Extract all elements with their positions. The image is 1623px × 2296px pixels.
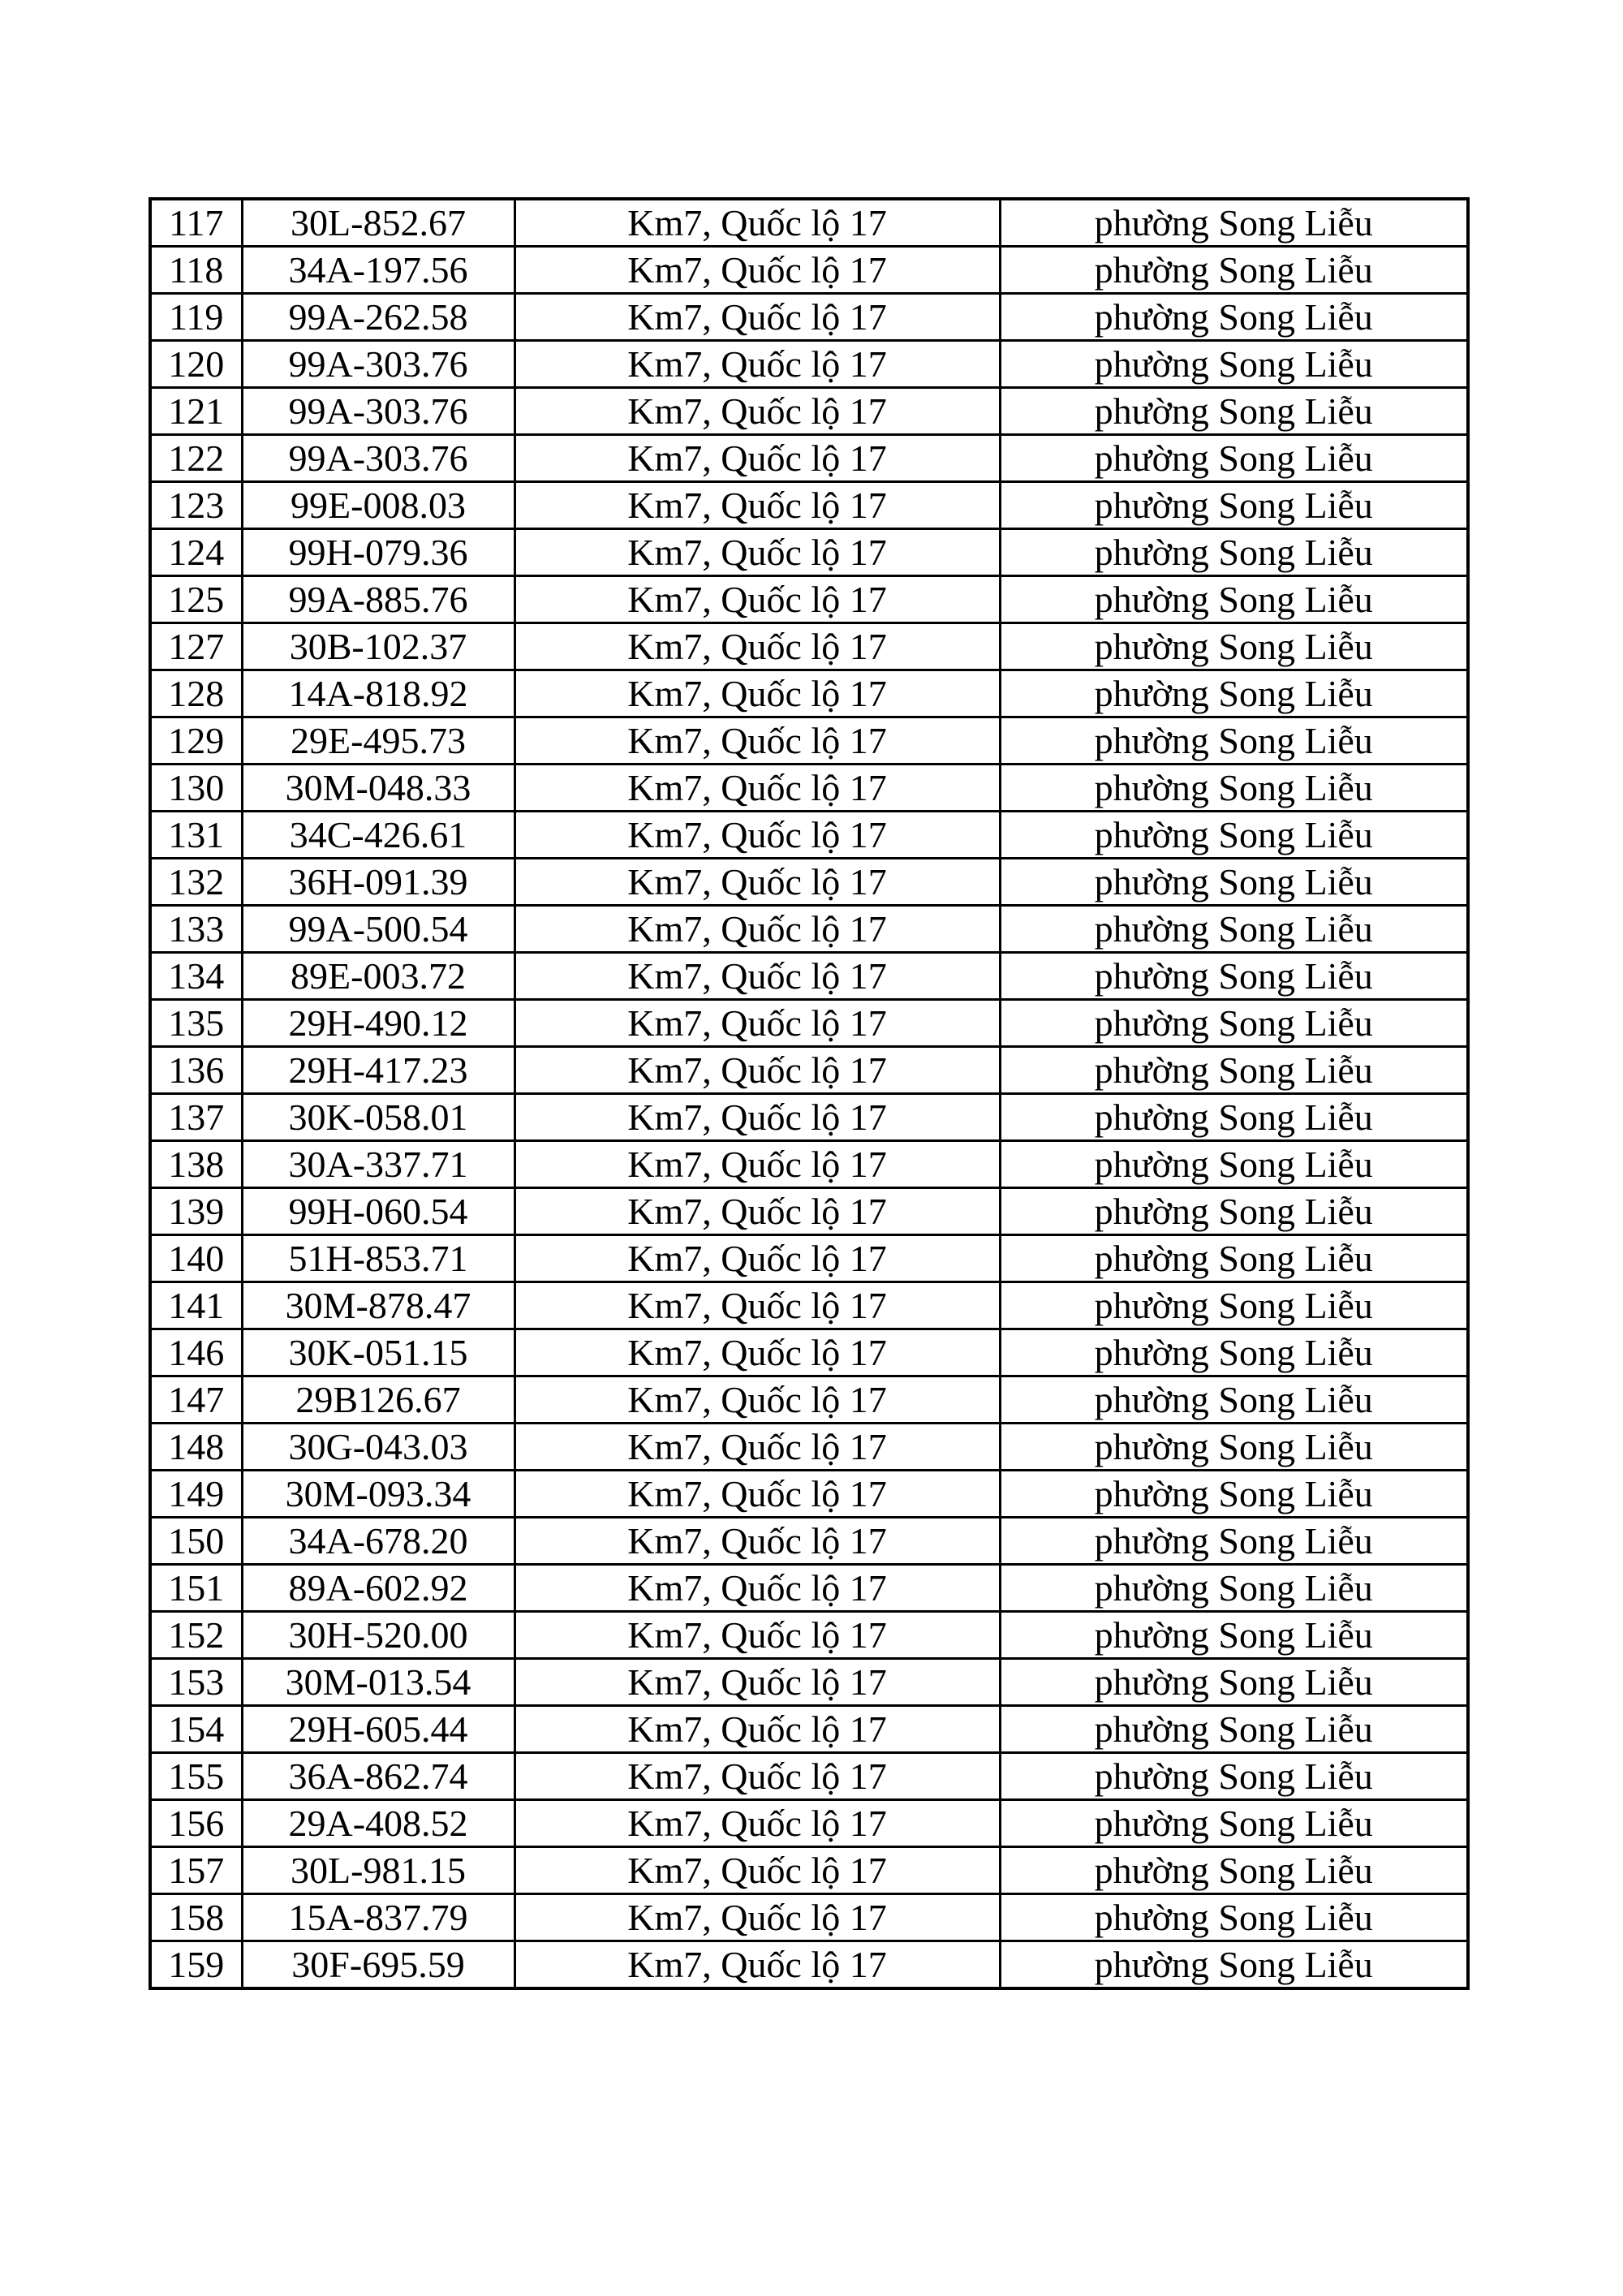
ward-cell: phường Song Liễu bbox=[1000, 1282, 1468, 1329]
location-cell: Km7, Quốc lộ 17 bbox=[514, 1047, 1000, 1094]
license-plate-cell: 99H-060.54 bbox=[242, 1188, 514, 1235]
table-row bbox=[150, 1188, 1468, 1235]
table-row bbox=[150, 1941, 1468, 1989]
license-plate-cell: 36A-862.74 bbox=[242, 1753, 514, 1800]
row-number-cell: 141 bbox=[150, 1282, 242, 1329]
ward-cell: phường Song Liễu bbox=[1000, 1612, 1468, 1659]
table-body bbox=[150, 199, 1468, 1988]
table-row bbox=[150, 1471, 1468, 1518]
ward-cell: phường Song Liễu bbox=[1000, 1094, 1468, 1141]
license-plate-cell: 99A-303.76 bbox=[242, 388, 514, 435]
location-cell: Km7, Quốc lộ 17 bbox=[514, 1188, 1000, 1235]
row-number-cell: 129 bbox=[150, 717, 242, 765]
location-cell: Km7, Quốc lộ 17 bbox=[514, 247, 1000, 294]
location-cell: Km7, Quốc lộ 17 bbox=[514, 1282, 1000, 1329]
ward-cell: phường Song Liễu bbox=[1000, 717, 1468, 765]
row-number-cell: 149 bbox=[150, 1471, 242, 1518]
ward-cell: phường Song Liễu bbox=[1000, 1047, 1468, 1094]
location-cell: Km7, Quốc lộ 17 bbox=[514, 1376, 1000, 1424]
row-number-cell: 128 bbox=[150, 670, 242, 717]
location-cell: Km7, Quốc lộ 17 bbox=[514, 1329, 1000, 1376]
ward-cell: phường Song Liễu bbox=[1000, 859, 1468, 906]
table-row bbox=[150, 529, 1468, 576]
license-plate-cell: 99H-079.36 bbox=[242, 529, 514, 576]
row-number-cell: 117 bbox=[150, 199, 242, 247]
license-plate-cell: 36H-091.39 bbox=[242, 859, 514, 906]
table-row bbox=[150, 1000, 1468, 1047]
ward-cell: phường Song Liễu bbox=[1000, 529, 1468, 576]
ward-cell: phường Song Liễu bbox=[1000, 435, 1468, 482]
row-number-cell: 158 bbox=[150, 1894, 242, 1941]
ward-cell: phường Song Liễu bbox=[1000, 765, 1468, 812]
row-number-cell: 121 bbox=[150, 388, 242, 435]
location-cell: Km7, Quốc lộ 17 bbox=[514, 435, 1000, 482]
table-row bbox=[150, 247, 1468, 294]
location-cell: Km7, Quốc lộ 17 bbox=[514, 1424, 1000, 1471]
table-row bbox=[150, 1376, 1468, 1424]
ward-cell: phường Song Liễu bbox=[1000, 1471, 1468, 1518]
ward-cell: phường Song Liễu bbox=[1000, 341, 1468, 388]
row-number-cell: 125 bbox=[150, 576, 242, 623]
row-number-cell: 148 bbox=[150, 1424, 242, 1471]
location-cell: Km7, Quốc lộ 17 bbox=[514, 341, 1000, 388]
table-row bbox=[150, 576, 1468, 623]
license-plate-cell: 34C-426.61 bbox=[242, 812, 514, 859]
license-plate-cell: 30K-051.15 bbox=[242, 1329, 514, 1376]
license-plate-cell: 89E-003.72 bbox=[242, 953, 514, 1000]
location-cell: Km7, Quốc lộ 17 bbox=[514, 1518, 1000, 1565]
row-number-cell: 156 bbox=[150, 1800, 242, 1847]
license-plate-cell: 30L-852.67 bbox=[242, 199, 514, 247]
location-cell: Km7, Quốc lộ 17 bbox=[514, 1706, 1000, 1753]
location-cell: Km7, Quốc lộ 17 bbox=[514, 859, 1000, 906]
license-plate-cell: 29H-605.44 bbox=[242, 1706, 514, 1753]
row-number-cell: 154 bbox=[150, 1706, 242, 1753]
ward-cell: phường Song Liễu bbox=[1000, 294, 1468, 341]
license-plate-cell: 30K-058.01 bbox=[242, 1094, 514, 1141]
license-plate-cell: 99A-303.76 bbox=[242, 341, 514, 388]
ward-cell: phường Song Liễu bbox=[1000, 482, 1468, 529]
ward-cell: phường Song Liễu bbox=[1000, 812, 1468, 859]
location-cell: Km7, Quốc lộ 17 bbox=[514, 953, 1000, 1000]
table-row bbox=[150, 1329, 1468, 1376]
row-number-cell: 135 bbox=[150, 1000, 242, 1047]
row-number-cell: 127 bbox=[150, 623, 242, 670]
row-number-cell: 137 bbox=[150, 1094, 242, 1141]
row-number-cell: 130 bbox=[150, 765, 242, 812]
table-row bbox=[150, 1424, 1468, 1471]
ward-cell: phường Song Liễu bbox=[1000, 388, 1468, 435]
location-cell: Km7, Quốc lộ 17 bbox=[514, 1659, 1000, 1706]
license-plate-cell: 30L-981.15 bbox=[242, 1847, 514, 1894]
table-row bbox=[150, 953, 1468, 1000]
ward-cell: phường Song Liễu bbox=[1000, 1376, 1468, 1424]
location-cell: Km7, Quốc lộ 17 bbox=[514, 906, 1000, 953]
table-row bbox=[150, 1518, 1468, 1565]
row-number-cell: 122 bbox=[150, 435, 242, 482]
license-plate-cell: 30A-337.71 bbox=[242, 1141, 514, 1188]
ward-cell: phường Song Liễu bbox=[1000, 670, 1468, 717]
license-plate-cell: 14A-818.92 bbox=[242, 670, 514, 717]
location-cell: Km7, Quốc lộ 17 bbox=[514, 1565, 1000, 1612]
row-number-cell: 140 bbox=[150, 1235, 242, 1282]
table-row bbox=[150, 294, 1468, 341]
row-number-cell: 120 bbox=[150, 341, 242, 388]
table-row bbox=[150, 1659, 1468, 1706]
license-plate-cell: 30M-878.47 bbox=[242, 1282, 514, 1329]
row-number-cell: 155 bbox=[150, 1753, 242, 1800]
row-number-cell: 132 bbox=[150, 859, 242, 906]
location-cell: Km7, Quốc lộ 17 bbox=[514, 1000, 1000, 1047]
table-row bbox=[150, 765, 1468, 812]
ward-cell: phường Song Liễu bbox=[1000, 1188, 1468, 1235]
license-plate-cell: 29B126.67 bbox=[242, 1376, 514, 1424]
license-plate-cell: 99A-262.58 bbox=[242, 294, 514, 341]
license-plate-cell: 34A-678.20 bbox=[242, 1518, 514, 1565]
table-row bbox=[150, 1894, 1468, 1941]
table-row bbox=[150, 717, 1468, 765]
license-plate-cell: 29A-408.52 bbox=[242, 1800, 514, 1847]
table-row bbox=[150, 199, 1468, 247]
row-number-cell: 147 bbox=[150, 1376, 242, 1424]
location-cell: Km7, Quốc lộ 17 bbox=[514, 812, 1000, 859]
row-number-cell: 159 bbox=[150, 1941, 242, 1989]
table-row bbox=[150, 435, 1468, 482]
location-cell: Km7, Quốc lộ 17 bbox=[514, 765, 1000, 812]
location-cell: Km7, Quốc lộ 17 bbox=[514, 388, 1000, 435]
table-row bbox=[150, 1047, 1468, 1094]
location-cell: Km7, Quốc lộ 17 bbox=[514, 1847, 1000, 1894]
license-plate-cell: 30M-093.34 bbox=[242, 1471, 514, 1518]
table-row bbox=[150, 906, 1468, 953]
table-row bbox=[150, 623, 1468, 670]
row-number-cell: 134 bbox=[150, 953, 242, 1000]
ward-cell: phường Song Liễu bbox=[1000, 1941, 1468, 1989]
table-row bbox=[150, 670, 1468, 717]
ward-cell: phường Song Liễu bbox=[1000, 1753, 1468, 1800]
license-plate-cell: 34A-197.56 bbox=[242, 247, 514, 294]
license-plate-cell: 30B-102.37 bbox=[242, 623, 514, 670]
ward-cell: phường Song Liễu bbox=[1000, 906, 1468, 953]
location-cell: Km7, Quốc lộ 17 bbox=[514, 294, 1000, 341]
license-plate-cell: 51H-853.71 bbox=[242, 1235, 514, 1282]
license-plate-cell: 99A-303.76 bbox=[242, 435, 514, 482]
row-number-cell: 146 bbox=[150, 1329, 242, 1376]
ward-cell: phường Song Liễu bbox=[1000, 1659, 1468, 1706]
license-plate-cell: 30F-695.59 bbox=[242, 1941, 514, 1989]
license-plate-cell: 99A-885.76 bbox=[242, 576, 514, 623]
row-number-cell: 124 bbox=[150, 529, 242, 576]
ward-cell: phường Song Liễu bbox=[1000, 1329, 1468, 1376]
ward-cell: phường Song Liễu bbox=[1000, 1235, 1468, 1282]
row-number-cell: 153 bbox=[150, 1659, 242, 1706]
license-plate-cell: 30G-043.03 bbox=[242, 1424, 514, 1471]
table-row bbox=[150, 1235, 1468, 1282]
table-row bbox=[150, 1565, 1468, 1612]
row-number-cell: 151 bbox=[150, 1565, 242, 1612]
ward-cell: phường Song Liễu bbox=[1000, 1141, 1468, 1188]
ward-cell: phường Song Liễu bbox=[1000, 1894, 1468, 1941]
license-plate-cell: 99E-008.03 bbox=[242, 482, 514, 529]
row-number-cell: 123 bbox=[150, 482, 242, 529]
vehicle-plate-table bbox=[149, 197, 1470, 1990]
table-row bbox=[150, 1141, 1468, 1188]
location-cell: Km7, Quốc lộ 17 bbox=[514, 1941, 1000, 1989]
license-plate-cell: 30M-013.54 bbox=[242, 1659, 514, 1706]
license-plate-cell: 30M-048.33 bbox=[242, 765, 514, 812]
table-row bbox=[150, 341, 1468, 388]
table-row bbox=[150, 1612, 1468, 1659]
location-cell: Km7, Quốc lộ 17 bbox=[514, 529, 1000, 576]
license-plate-cell: 29H-417.23 bbox=[242, 1047, 514, 1094]
ward-cell: phường Song Liễu bbox=[1000, 247, 1468, 294]
location-cell: Km7, Quốc lộ 17 bbox=[514, 1471, 1000, 1518]
ward-cell: phường Song Liễu bbox=[1000, 953, 1468, 1000]
row-number-cell: 157 bbox=[150, 1847, 242, 1894]
location-cell: Km7, Quốc lộ 17 bbox=[514, 623, 1000, 670]
table-row bbox=[150, 1753, 1468, 1800]
table-row bbox=[150, 388, 1468, 435]
row-number-cell: 133 bbox=[150, 906, 242, 953]
row-number-cell: 150 bbox=[150, 1518, 242, 1565]
row-number-cell: 131 bbox=[150, 812, 242, 859]
row-number-cell: 152 bbox=[150, 1612, 242, 1659]
location-cell: Km7, Quốc lộ 17 bbox=[514, 1094, 1000, 1141]
table-row bbox=[150, 1706, 1468, 1753]
license-plate-cell: 89A-602.92 bbox=[242, 1565, 514, 1612]
location-cell: Km7, Quốc lộ 17 bbox=[514, 1141, 1000, 1188]
table-row bbox=[150, 1282, 1468, 1329]
table-row bbox=[150, 1847, 1468, 1894]
ward-cell: phường Song Liễu bbox=[1000, 1800, 1468, 1847]
license-plate-cell: 29E-495.73 bbox=[242, 717, 514, 765]
row-number-cell: 118 bbox=[150, 247, 242, 294]
location-cell: Km7, Quốc lộ 17 bbox=[514, 670, 1000, 717]
row-number-cell: 119 bbox=[150, 294, 242, 341]
ward-cell: phường Song Liễu bbox=[1000, 1518, 1468, 1565]
location-cell: Km7, Quốc lộ 17 bbox=[514, 1612, 1000, 1659]
row-number-cell: 136 bbox=[150, 1047, 242, 1094]
license-plate-cell: 99A-500.54 bbox=[242, 906, 514, 953]
location-cell: Km7, Quốc lộ 17 bbox=[514, 1235, 1000, 1282]
table-row bbox=[150, 1094, 1468, 1141]
table-row bbox=[150, 812, 1468, 859]
ward-cell: phường Song Liễu bbox=[1000, 1424, 1468, 1471]
location-cell: Km7, Quốc lộ 17 bbox=[514, 199, 1000, 247]
ward-cell: phường Song Liễu bbox=[1000, 576, 1468, 623]
location-cell: Km7, Quốc lộ 17 bbox=[514, 482, 1000, 529]
table-row bbox=[150, 1800, 1468, 1847]
ward-cell: phường Song Liễu bbox=[1000, 1565, 1468, 1612]
location-cell: Km7, Quốc lộ 17 bbox=[514, 576, 1000, 623]
location-cell: Km7, Quốc lộ 17 bbox=[514, 1753, 1000, 1800]
row-number-cell: 138 bbox=[150, 1141, 242, 1188]
table-row bbox=[150, 859, 1468, 906]
location-cell: Km7, Quốc lộ 17 bbox=[514, 1800, 1000, 1847]
ward-cell: phường Song Liễu bbox=[1000, 623, 1468, 670]
license-plate-cell: 29H-490.12 bbox=[242, 1000, 514, 1047]
location-cell: Km7, Quốc lộ 17 bbox=[514, 717, 1000, 765]
ward-cell: phường Song Liễu bbox=[1000, 1706, 1468, 1753]
ward-cell: phường Song Liễu bbox=[1000, 199, 1468, 247]
ward-cell: phường Song Liễu bbox=[1000, 1000, 1468, 1047]
row-number-cell: 139 bbox=[150, 1188, 242, 1235]
license-plate-cell: 30H-520.00 bbox=[242, 1612, 514, 1659]
location-cell: Km7, Quốc lộ 17 bbox=[514, 1894, 1000, 1941]
license-plate-cell: 15A-837.79 bbox=[242, 1894, 514, 1941]
ward-cell: phường Song Liễu bbox=[1000, 1847, 1468, 1894]
table-row bbox=[150, 482, 1468, 529]
